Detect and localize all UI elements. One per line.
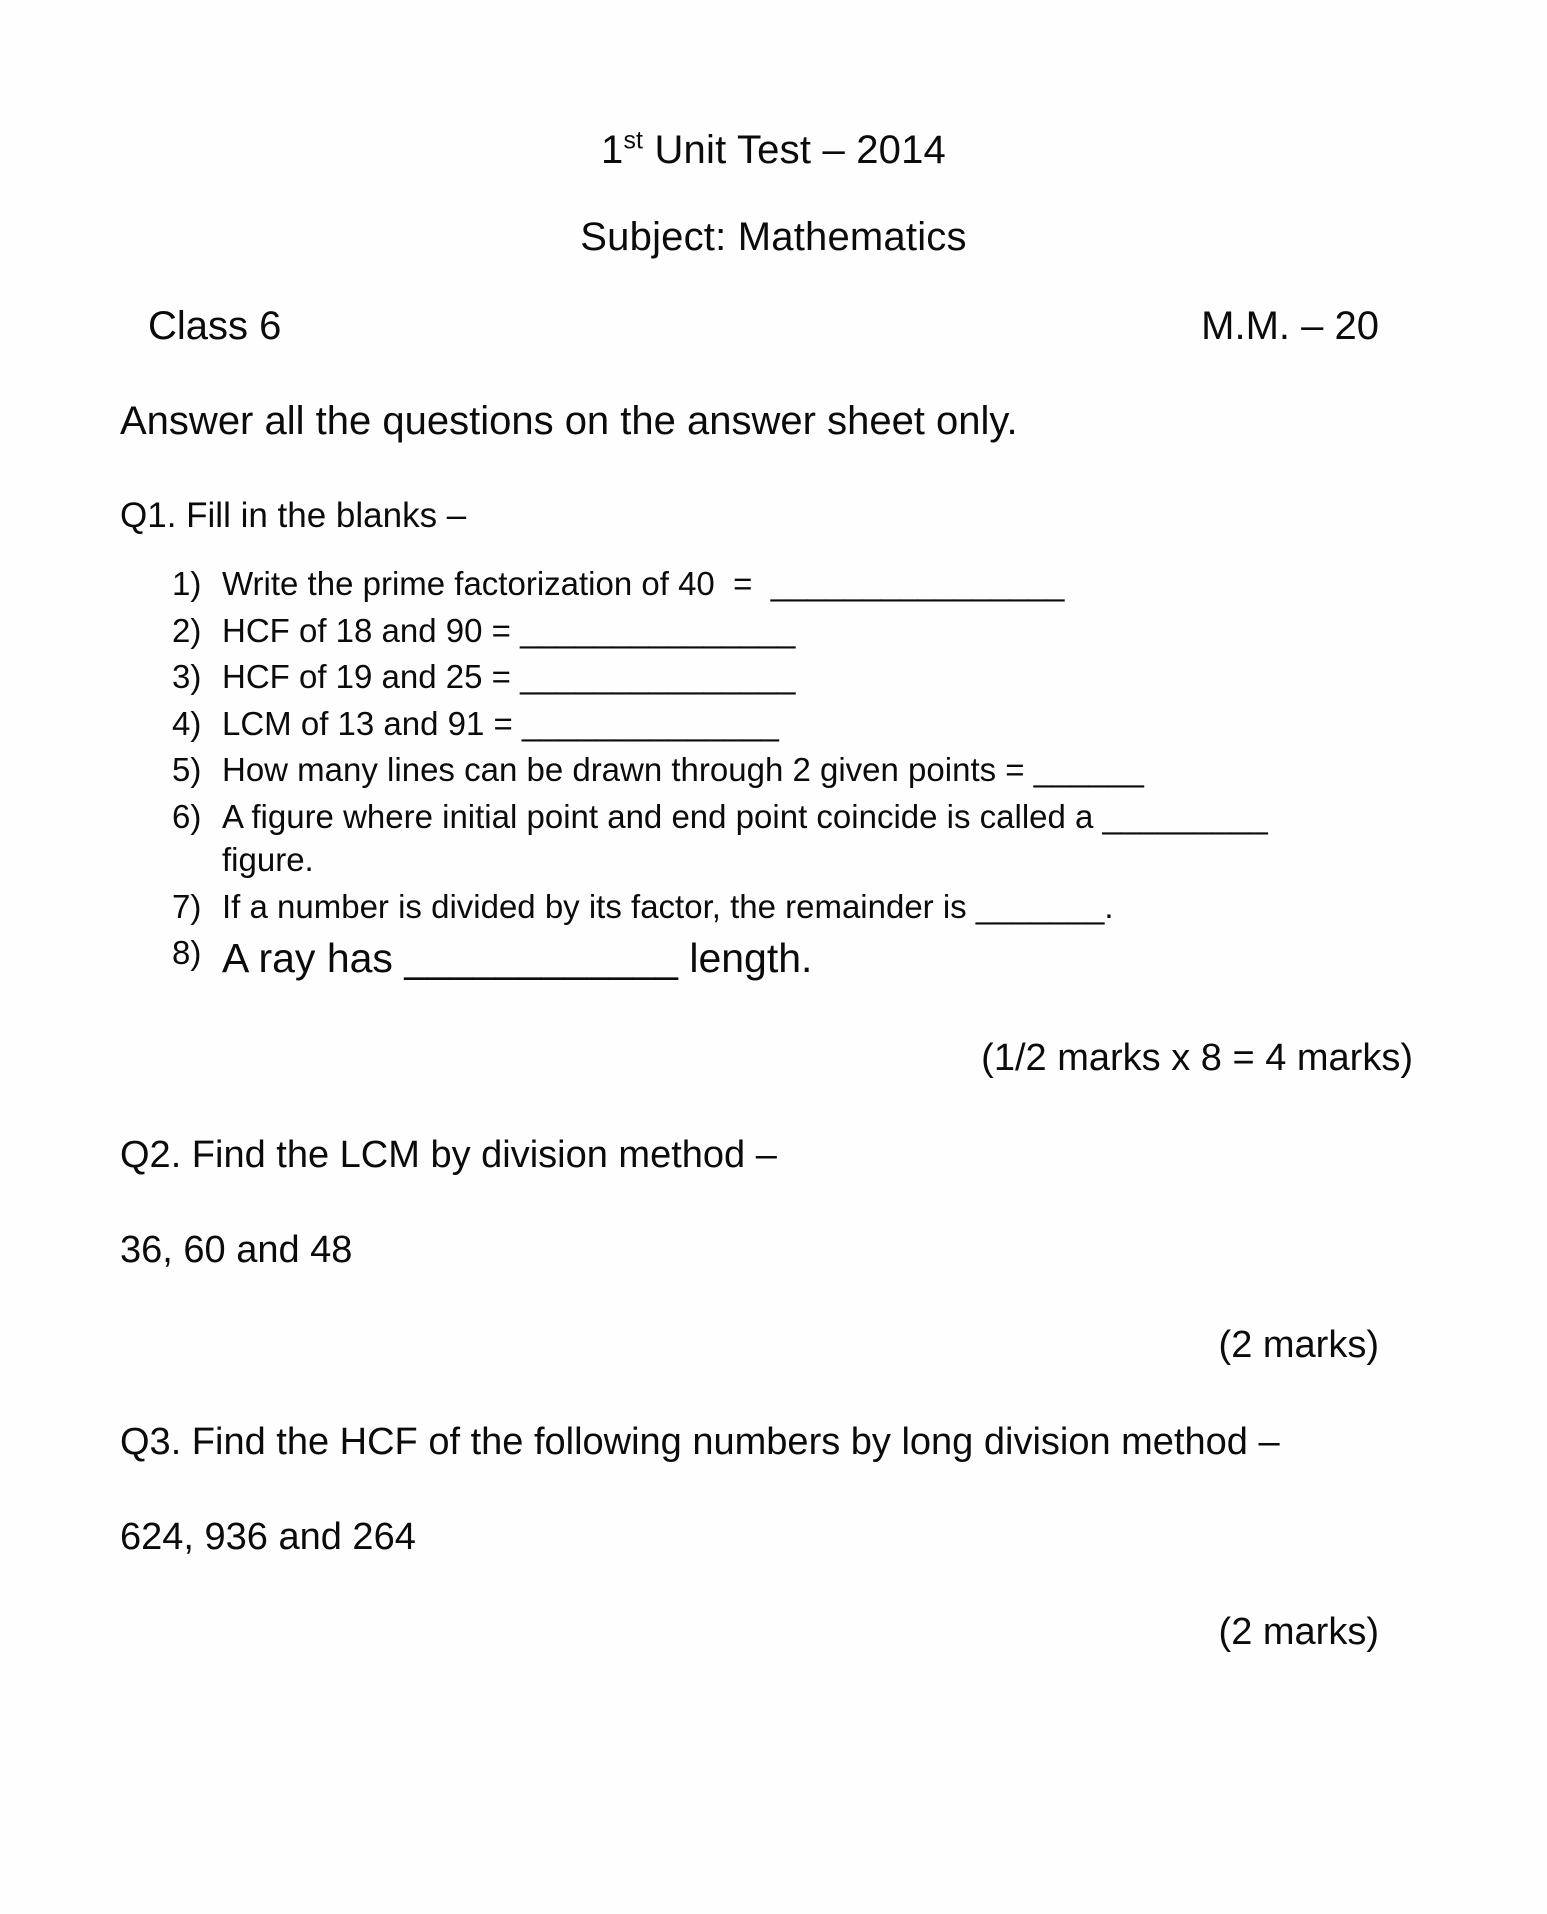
list-item-text: How many lines can be drawn through 2 given points = ______	[222, 751, 1144, 789]
list-item-number: 7)	[172, 887, 202, 925]
exam-title-ordinal-suffix: st	[623, 127, 644, 155]
max-marks-label: M.M. – 20	[1201, 304, 1379, 348]
list-item-text: Write the prime factorization of 40 = ________________	[222, 565, 1065, 602]
list-item-number: 3)	[172, 658, 202, 696]
list-item-number: 5)	[172, 751, 202, 789]
question-3-heading: Q3. Find the HCF of the following numbers by long division method –	[120, 1421, 1280, 1464]
exam-title-number: 1	[600, 128, 624, 172]
list-item	[172, 931, 1427, 985]
document-body	[120, 0, 1427, 1654]
instruction-text: Answer all the questions on the answer sheet only.	[120, 399, 1018, 443]
list-item	[172, 748, 1427, 792]
question-1-heading: Q1. Fill in the blanks –	[120, 496, 467, 535]
list-item-text: HCF of 19 and 25 = _______________	[222, 658, 796, 696]
question-2-marks: (2 marks)	[1218, 1324, 1379, 1367]
list-item-text: LCM of 13 and 91 = ______________	[222, 704, 779, 742]
list-item	[172, 562, 1427, 606]
list-item-number: 4)	[172, 704, 202, 742]
class-marks-row	[120, 304, 1427, 349]
class-label: Class 6	[148, 304, 282, 348]
exam-title	[120, 128, 1427, 173]
list-item	[172, 885, 1427, 929]
list-item-number: 1)	[172, 565, 202, 602]
list-item	[172, 655, 1427, 699]
list-item-number: 6)	[172, 797, 202, 835]
question-3-marks: (2 marks)	[1218, 1611, 1379, 1654]
question-3-body: 624, 936 and 264	[120, 1516, 416, 1559]
list-item-number: 8)	[172, 934, 202, 972]
list-item	[172, 702, 1427, 746]
question-1-marks: (1/2 marks x 8 = 4 marks)	[981, 1037, 1413, 1080]
exam-title-rest: Unit Test – 2014	[643, 128, 946, 172]
question-2-body: 36, 60 and 48	[120, 1229, 353, 1272]
question-2-heading: Q2. Find the LCM by division method –	[120, 1134, 777, 1177]
list-item	[172, 609, 1427, 653]
list-item-number: 2)	[172, 611, 202, 649]
list-item-text: A figure where initial point and end point coincide is called a _________ figure.	[222, 797, 1277, 879]
list-item-text: HCF of 18 and 90 = _______________	[222, 611, 796, 649]
list-item	[172, 795, 1427, 882]
list-item-text: If a number is divided by its factor, the remainder is _______.	[222, 887, 1114, 925]
subject-line: Subject: Mathematics	[580, 215, 967, 259]
list-item-text: A ray has ____________ length.	[222, 935, 813, 982]
question-1-item-list	[120, 562, 1427, 985]
